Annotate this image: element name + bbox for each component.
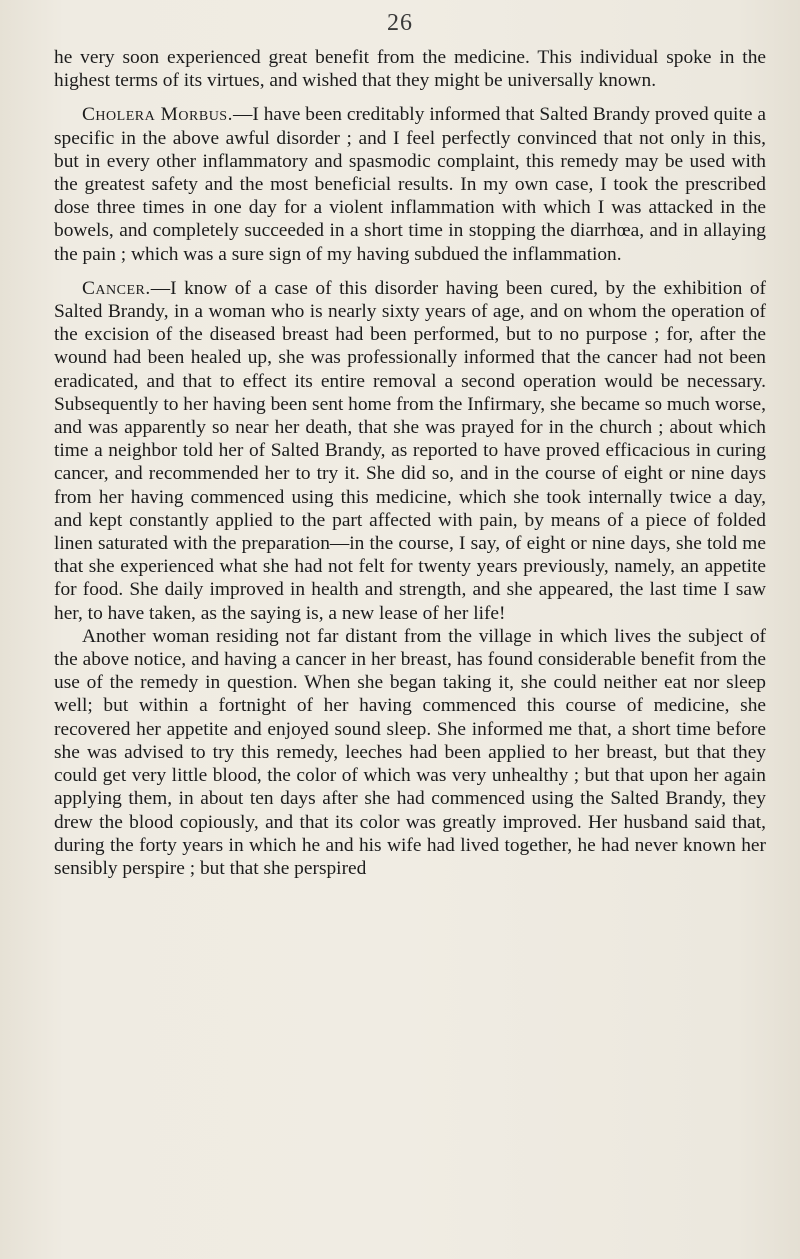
section-heading-cholera-morbus: Cholera Morbus.: [82, 104, 233, 126]
paragraph-another-woman: [54, 625, 766, 880]
paragraph-text: he very soon experienced great benefit from the medicine. This individual spoke in the highest terms of its virtues, and wished that they might be universally known.: [54, 47, 766, 92]
paragraph-text: —I have been creditably informed that Salted Brandy proved quite a specific in the above awful disorder ; and I feel perfectly convinced that not only in this, but in every other inflammatory and spasmodic complaint, this remedy may be used with the greatest safety and the most beneficial results. In my own case, I took the prescribed dose three times in one day for a violent inflammation with which I was attacked in the bowels, and completely succeeded in a short time in stopping the diarrhœa, and in allaying the pain ; which was a sure sign of my having subdued the inflammation.: [54, 104, 767, 265]
paragraph-text: —I know of a case of this disorder having been cured, by the exhibition of Salted Brandy, in a woman who is nearly sixty years of age, and on whom the operation of the excision of the diseased breast had been performed, but to no purpose ; for, after the wound had been healed up, she was professionally informed that the cancer had not been eradicated, and that to effect its entire removal a second operation would be necessary. Subsequently to her having been sent home from the Infirmary, she became so much worse, and was apparently so near her death, that she was prayed for in the church ; about which time a neighbor told her of Salted Brandy, as reported to have proved efficacious in curing cancer, and recommended her to try it. She did so, and in the course of eight or nine days from her having commenced using this medicine, which she took internally twice a day, and kept constantly applied to the part affected with pain, by means of a piece of folded linen saturated with the preparation—in the course, I say, of eight or nine days, she told me that she experienced what she had not felt for twenty years previously, namely, an appetite for food. She daily improved in health and strength, and she appeared, the last time I saw her, to have taken, as the saying is, a new lease of her life!: [54, 277, 766, 624]
body-text: [54, 46, 766, 880]
page-number: 26: [387, 10, 413, 36]
section-heading-cancer: Cancer.: [82, 277, 151, 299]
paragraph-cholera-morbus: [54, 103, 766, 265]
paragraph-continuation: [54, 46, 766, 92]
paragraph-cancer: [54, 277, 766, 625]
paragraph-text: Another woman residing not far distant from the village in which lives the subject of the above notice, and having a cancer in her breast, has found considerable benefit from the use of the remedy in question. When she began taking it, she could neither eat nor sleep well; but within a fortnight of her having commenced this course of medicine, she recovered her appetite and enjoyed sound sleep. She informed me that, a short time before she was advised to try this remedy, leeches had been applied to her breast, but that they could get very little blood, the color of which was very unhealthy ; but that upon her again applying them, in about ten days after she had commenced using the Salted Brandy, they drew the blood copiously, and that its color was greatly improved. Her husband said that, during the forty years in which he and his wife had lived together, he had never known her sensibly perspire ; but that she perspired: [54, 625, 766, 879]
